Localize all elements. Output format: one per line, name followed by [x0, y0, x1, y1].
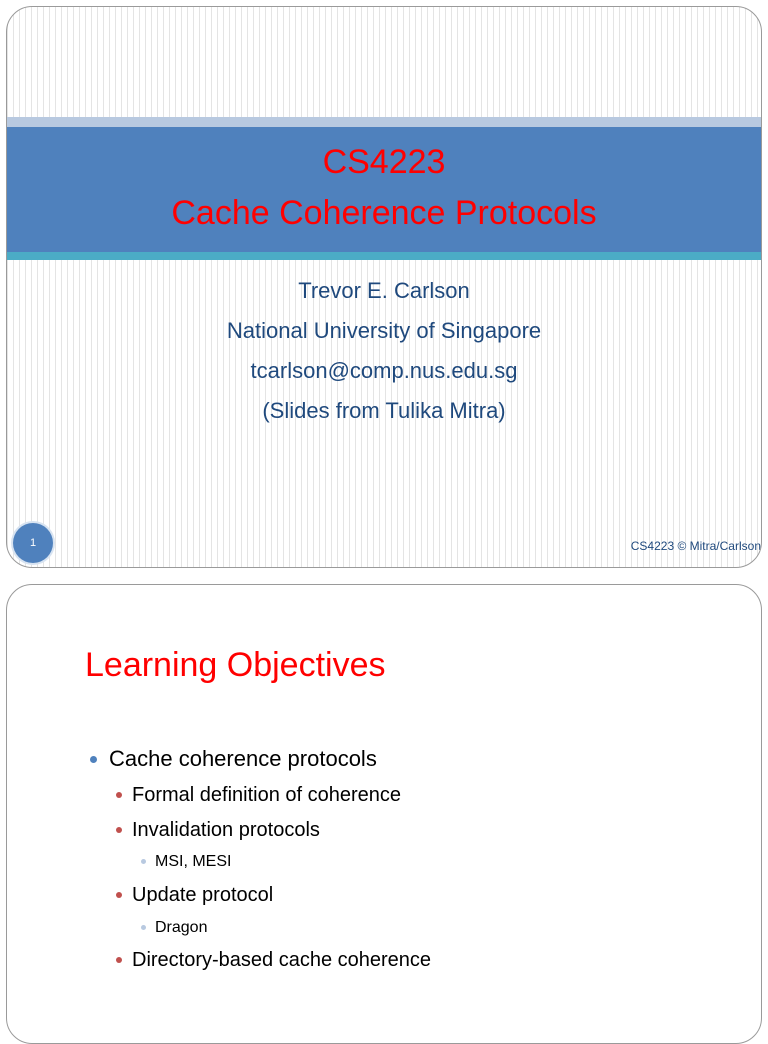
list-item-label: Dragon	[155, 919, 208, 936]
slide-footer: CS4223 © Mitra/Carlson	[630, 539, 761, 553]
list-item-label: Directory-based cache coherence	[132, 949, 432, 971]
lecture-title: Cache Coherence Protocols	[171, 194, 597, 232]
list-item-label: Cache coherence protocols	[109, 746, 377, 771]
header-stripe	[7, 117, 761, 127]
list-item	[155, 851, 231, 873]
slide-title: Learning Objectives	[85, 646, 386, 684]
title-slide	[6, 6, 762, 568]
list-item-label: Formal definition of coherence	[132, 784, 402, 806]
slide-number-badge: 1	[13, 523, 53, 563]
bullet-icon	[90, 756, 97, 763]
author-email: tcarlson@comp.nus.edu.sg	[250, 358, 518, 383]
bullet-icon	[116, 892, 122, 898]
bullet-icon	[141, 925, 146, 930]
list-item-label: Update protocol	[132, 884, 274, 906]
objectives-slide	[6, 584, 762, 1044]
institution: National University of Singapore	[226, 318, 542, 343]
bullet-icon	[116, 827, 122, 833]
list-item	[155, 917, 207, 939]
slides-credit: (Slides from Tulika Mitra)	[262, 398, 506, 423]
list-item-label: MSI, MESI	[155, 853, 232, 870]
list-item	[132, 817, 320, 843]
list-item	[132, 882, 273, 908]
list-item	[132, 947, 431, 973]
bullet-icon	[141, 859, 146, 864]
course-code-title: CS4223	[322, 143, 446, 181]
bullet-icon	[116, 792, 122, 798]
title-accent-stripe	[7, 252, 761, 260]
list-item	[132, 782, 401, 808]
list-item	[109, 745, 377, 773]
author-name: Trevor E. Carlson	[298, 278, 470, 303]
list-item-label: Invalidation protocols	[132, 819, 320, 841]
bullet-icon	[116, 957, 122, 963]
